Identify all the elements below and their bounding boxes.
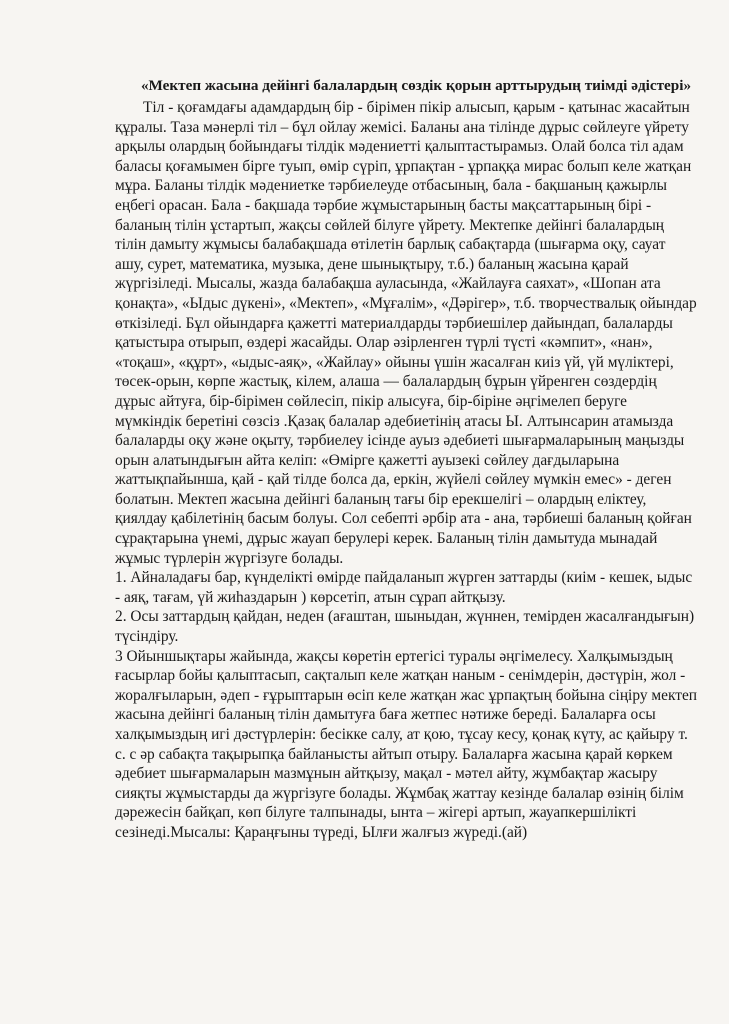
document-title: «Мектеп жасына дейінгі балалардың сөздік қорын арттырудың тиімді әдістері»	[140, 77, 692, 94]
document-body	[115, 98, 697, 843]
document-page	[115, 76, 697, 843]
list-item-3: 3 Ойыншықтары жайында, жақсы көретін ертегісі туралы әңгімелесу. Халқымыздың ғасырлар бойы қалыптасып, сақталып келе жатқан наным - сенімдерін, дәстүрін, жол - жоралғыларын, әдеп - ғұрыптарын өсіп келе жатқан жас ұрпақтың бойына сіңіру мектеп жасына дейінгі баланың тілін дамытуға баға жетпес нәтиже береді. Балаларға осы халқымыздың игі дәстүрлерін: бесікке салу, ат қою, тұсау кесу, қонақ күту, ас қайыру т. с. с әр сабақта тақырыпқа байланысты айтып отыру. Балаларға жасына қарай көркем әдебиет шығармаларын мазмұнын айтқызу, мақал - мәтел айту, жұмбақтар жасыру сияқты жұмыстарды да жүргізуге болады. Жұмбақ жаттау кезінде балалар өзінің білім дәрежесін байқап, көп білуге талпынады, ынта – жігері артып, жауапкершілікті сезінеді.Мысалы: Қараңғыны түреді, Ылғи жалғыз жүреді.(ай)	[115, 647, 698, 841]
list-item-2: 2. Осы заттардың қайдан, неден (ағаштан, шыныдан, жүннен, темірден жасалғандығын) түсіндіру.	[115, 608, 695, 646]
list-item-1: 1. Айналадағы бар, күнделікті өмірде пайдаланып жүрген заттарды (киім - кешек, ыдыс - аяқ, тағам, үй жиһаздарын ) көрсетіп, атын сұрап айтқызу.	[115, 569, 693, 606]
paragraph-intro: Тіл - қоғамдағы адамдардың бір - бірімен пікір алысып, қарым - қатынас жасайтын құралы. Таза мәнерлі тіл – бұл ойлау жемісі. Баланы ана тілінде дұрыс сөйлеуге үйрету арқылы олардың бойындағы тілдік мәдениетті қалыптастырамыз. Олай болса тіл адам баласы қоғамымен бірге туып, өмір сүріп, ұрпақтан - ұрпаққа мирас болып келе жатқан мұра. Баланы тілдік мәдениетке тәрбиелеуде отбасының, бала - бақшаның қажырлы еңбегі орасан. Бала - бақшада тәрбие жұмыстарының басты мақсаттарының бірі - баланың тілін ұстартып, жақсы сөйлей білуге үйрету. Мектепке дейінгі балалардың тілін дамыту жұмысы балабақшада өтілетін барлық сабақтарда (шығарма оқу, сауат ашу, сурет, математика, музыка, дене шынықтыру, т.б.) баланың жасына қарай жүргізіледі. Мысалы, жазда балабақша ауласында, «Жайлауға саяхат», «Шопан ата қонақта», «Ыдыс дүкені», «Мектеп», «Мұғалім», «Дәрігер», т.б. творчествалық ойындар өткізіледі. Бұл ойындарға қажетті материалдарды тәрбиешілер дайындап, балаларды қатыстыра отырып, өздері жасайды. Олар әзірленген түрлі түсті «кәмпит», «нан», «тоқаш», «құрт», «ыдыс-аяқ», «Жайлау» ойыны үшін жасалған киіз үй, үй мүліктері, төсек-орын, көрпе жастық, кілем, алаша — балалардың бұрын үйренген сөздердің дұрыс айтуға, бір-бірімен сөйлесіп, пікір алысуға, бір-біріне әңгімелеп беруге мүмкіндік беретіні сөзсіз .Қазақ балалар әдебиетінің атасы Ы. Алтынсарин атамызда балаларды оқу және оқыту, тәрбиелеу ісінде ауыз әдебиеті шығармаларының маңызды орын алатындығын айта келіп: «Өмірге қажетті ауызекі сөйлеу дағдыларына жаттықпайынша, қай - қай тілде болса да, еркін, жүйелі сөйлеу мүмкін емес» - деген болатын. Мектеп жасына дейінгі баланың тағы бір ерекшелігі – олардың еліктеу, қиялдау қабілетінің басым болуы. Сол себепті әрбір ата - ана, тәрбиеші баланың қойған сұрақтарына үнемі, дұрыс жауап берулері керек. Баланың тілін дамытуда мынадай жұмыс түрлерін жүргізуге болады.	[115, 99, 697, 567]
